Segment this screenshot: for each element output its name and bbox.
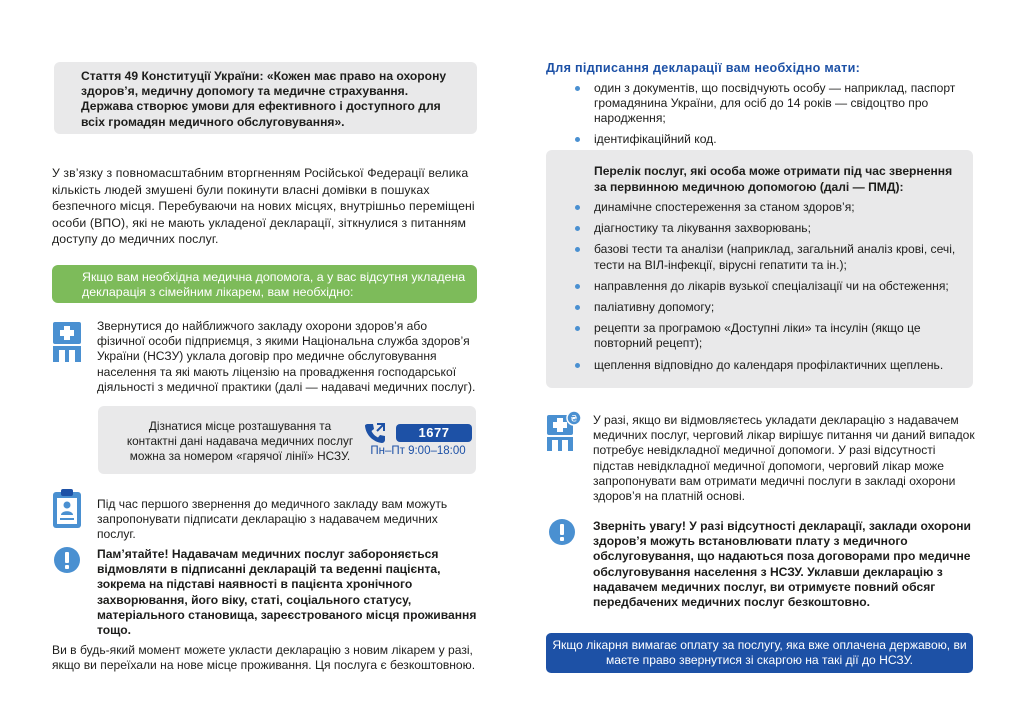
constitution-quote-box bbox=[54, 62, 477, 134]
list-item: паліативну допомогу; bbox=[566, 300, 966, 315]
green-banner-text: Якщо вам необхідна медична допомога, а у вас відсутня укладена декларація з сімейним лікарем, вам необхідно: bbox=[82, 270, 466, 299]
refusal-text: У разі, якщо ви відмовляєтесь укладати декларацію з надавачем медичних послуг, черговий лікар вирішує питання чи даний випадок потребує невідкладної медичної допомоги. У разі відсутності підстав невідкладної медичної допомоги, черговий лікар може запропонувати вам отримати медичні послуги в закладі охорони здоров’я на платній основі. bbox=[593, 413, 975, 504]
documents-title: Для підписання декларації вам необхідно мати: bbox=[546, 61, 861, 75]
intro-paragraph: У зв’язку з повномасштабним вторгненням Російської Федерації велика кількість людей змушені були покинути власні домівки в пошуках безпечного місця. Перебуваючи на нових місцях, внутрішньо переміщені особи (ВПО), які не мають укладеної декларації, зіткнулися з питанням доступу до медичних послуг. bbox=[52, 166, 475, 246]
list-item: діагностику та лікування захворювань; bbox=[566, 221, 966, 236]
documents-list bbox=[566, 81, 976, 147]
green-banner bbox=[52, 265, 477, 303]
hotline-number[interactable]: 1677 bbox=[396, 424, 472, 442]
hotline-hours: Пн–Пт 9:00–18:00 bbox=[370, 445, 466, 457]
list-item: динамічне спостереження за станом здоров’я; bbox=[566, 200, 966, 215]
hotline-box bbox=[98, 406, 476, 474]
clipboard-icon bbox=[52, 489, 82, 534]
list-item: рецепти за програмою «Доступні ліки» та інсулін (якщо це повторний рецепт); bbox=[566, 321, 966, 351]
hospital-icon bbox=[52, 321, 82, 368]
blue-banner-text: Якщо лікарня вимагає оплату за послугу, яка вже оплачена державою, ви маєте право звернутися зі скаргою на такі дії до НСЗУ. bbox=[552, 638, 967, 667]
services-title: Перелік послуг, які особа може отримати під час звернення за первинною медичною допомогою (далі — ПМД): bbox=[594, 164, 953, 194]
list-item: один з документів, що посвідчують особу — наприклад, паспорт громадянина України, для осіб до 14 років — свідоцтво про народження; bbox=[566, 81, 976, 127]
step-two-text: Під час першого звернення до медичного закладу вам можуть запропонувати підписати декларацію з надавачем медичних послуг. bbox=[97, 497, 448, 542]
list-item: направлення до лікарів вузької спеціалізації чи на обстеження; bbox=[566, 279, 966, 294]
step-one-text: Звернутися до найближчого закладу охорони здоров’я або фізичної особи підприємця, з якими Національна служба здоров’я України (НСЗУ) уклала договір про медичне обслуговування населення та які мають ліцензію на провадження господарської діяльності з медичної практики (далі — надавачі медичних послуг). bbox=[97, 319, 476, 394]
svg-text:₴: ₴ bbox=[570, 414, 578, 425]
warning-text: Пам’ятайте! Надавачам медичних послуг забороняється відмовляти в підписанні декларацій та веденні пацієнта, зокрема на підставі наявності в пацієнта хронічного захворювання, його віку, статі, соціального статусу, матеріального становища, зареєстрованого місця проживання тощо. bbox=[97, 547, 477, 638]
hotline-text: Дізнатися місце розташування та контактні дані надавача медичних послуг можна за номером «гарячої лінії» НСЗУ. bbox=[126, 419, 354, 463]
list-item: ідентифікаційний код. bbox=[566, 132, 976, 147]
exclamation-icon bbox=[53, 546, 81, 579]
exclamation-icon bbox=[548, 518, 576, 551]
list-item: щеплення відповідно до календаря профілактичних щеплень. bbox=[566, 358, 966, 373]
phone-icon bbox=[364, 422, 386, 444]
constitution-quote: Стаття 49 Конституції України: «Кожен має право на охорону здоров’я, медичну допомогу та медичне страхування. Держава створює умови для ефективного і доступного для всіх громадян медичного обслуговування». bbox=[81, 69, 447, 129]
attention-text: Зверніть увагу! У разі відсутності декларації, заклади охорони здоров’я можуть встановлювати плату з медичного обслуговування, що надаються поза договорами про медичне обслуговування населення з НСЗУ. Уклавши декларацію з надавачем медичних послуг, ви отримуєте повний обсяг передбачених медичних послуг безкоштовно. bbox=[593, 519, 971, 610]
services-box bbox=[546, 150, 973, 388]
list-item: базові тести та аналізи (наприклад, загальний аналіз крові, сечі, тести на ВІЛ-інфекції, вірусні гепатити та ін.); bbox=[566, 242, 966, 272]
hospital-hryvnia-icon bbox=[546, 410, 582, 457]
services-list bbox=[566, 200, 966, 373]
closing-paragraph: Ви в будь-який момент можете укласти декларацію з новим лікарем у разі, якщо ви переїхали на нове місце проживання. Ця послуга є безкоштовною. bbox=[52, 643, 476, 673]
blue-banner bbox=[546, 633, 973, 673]
